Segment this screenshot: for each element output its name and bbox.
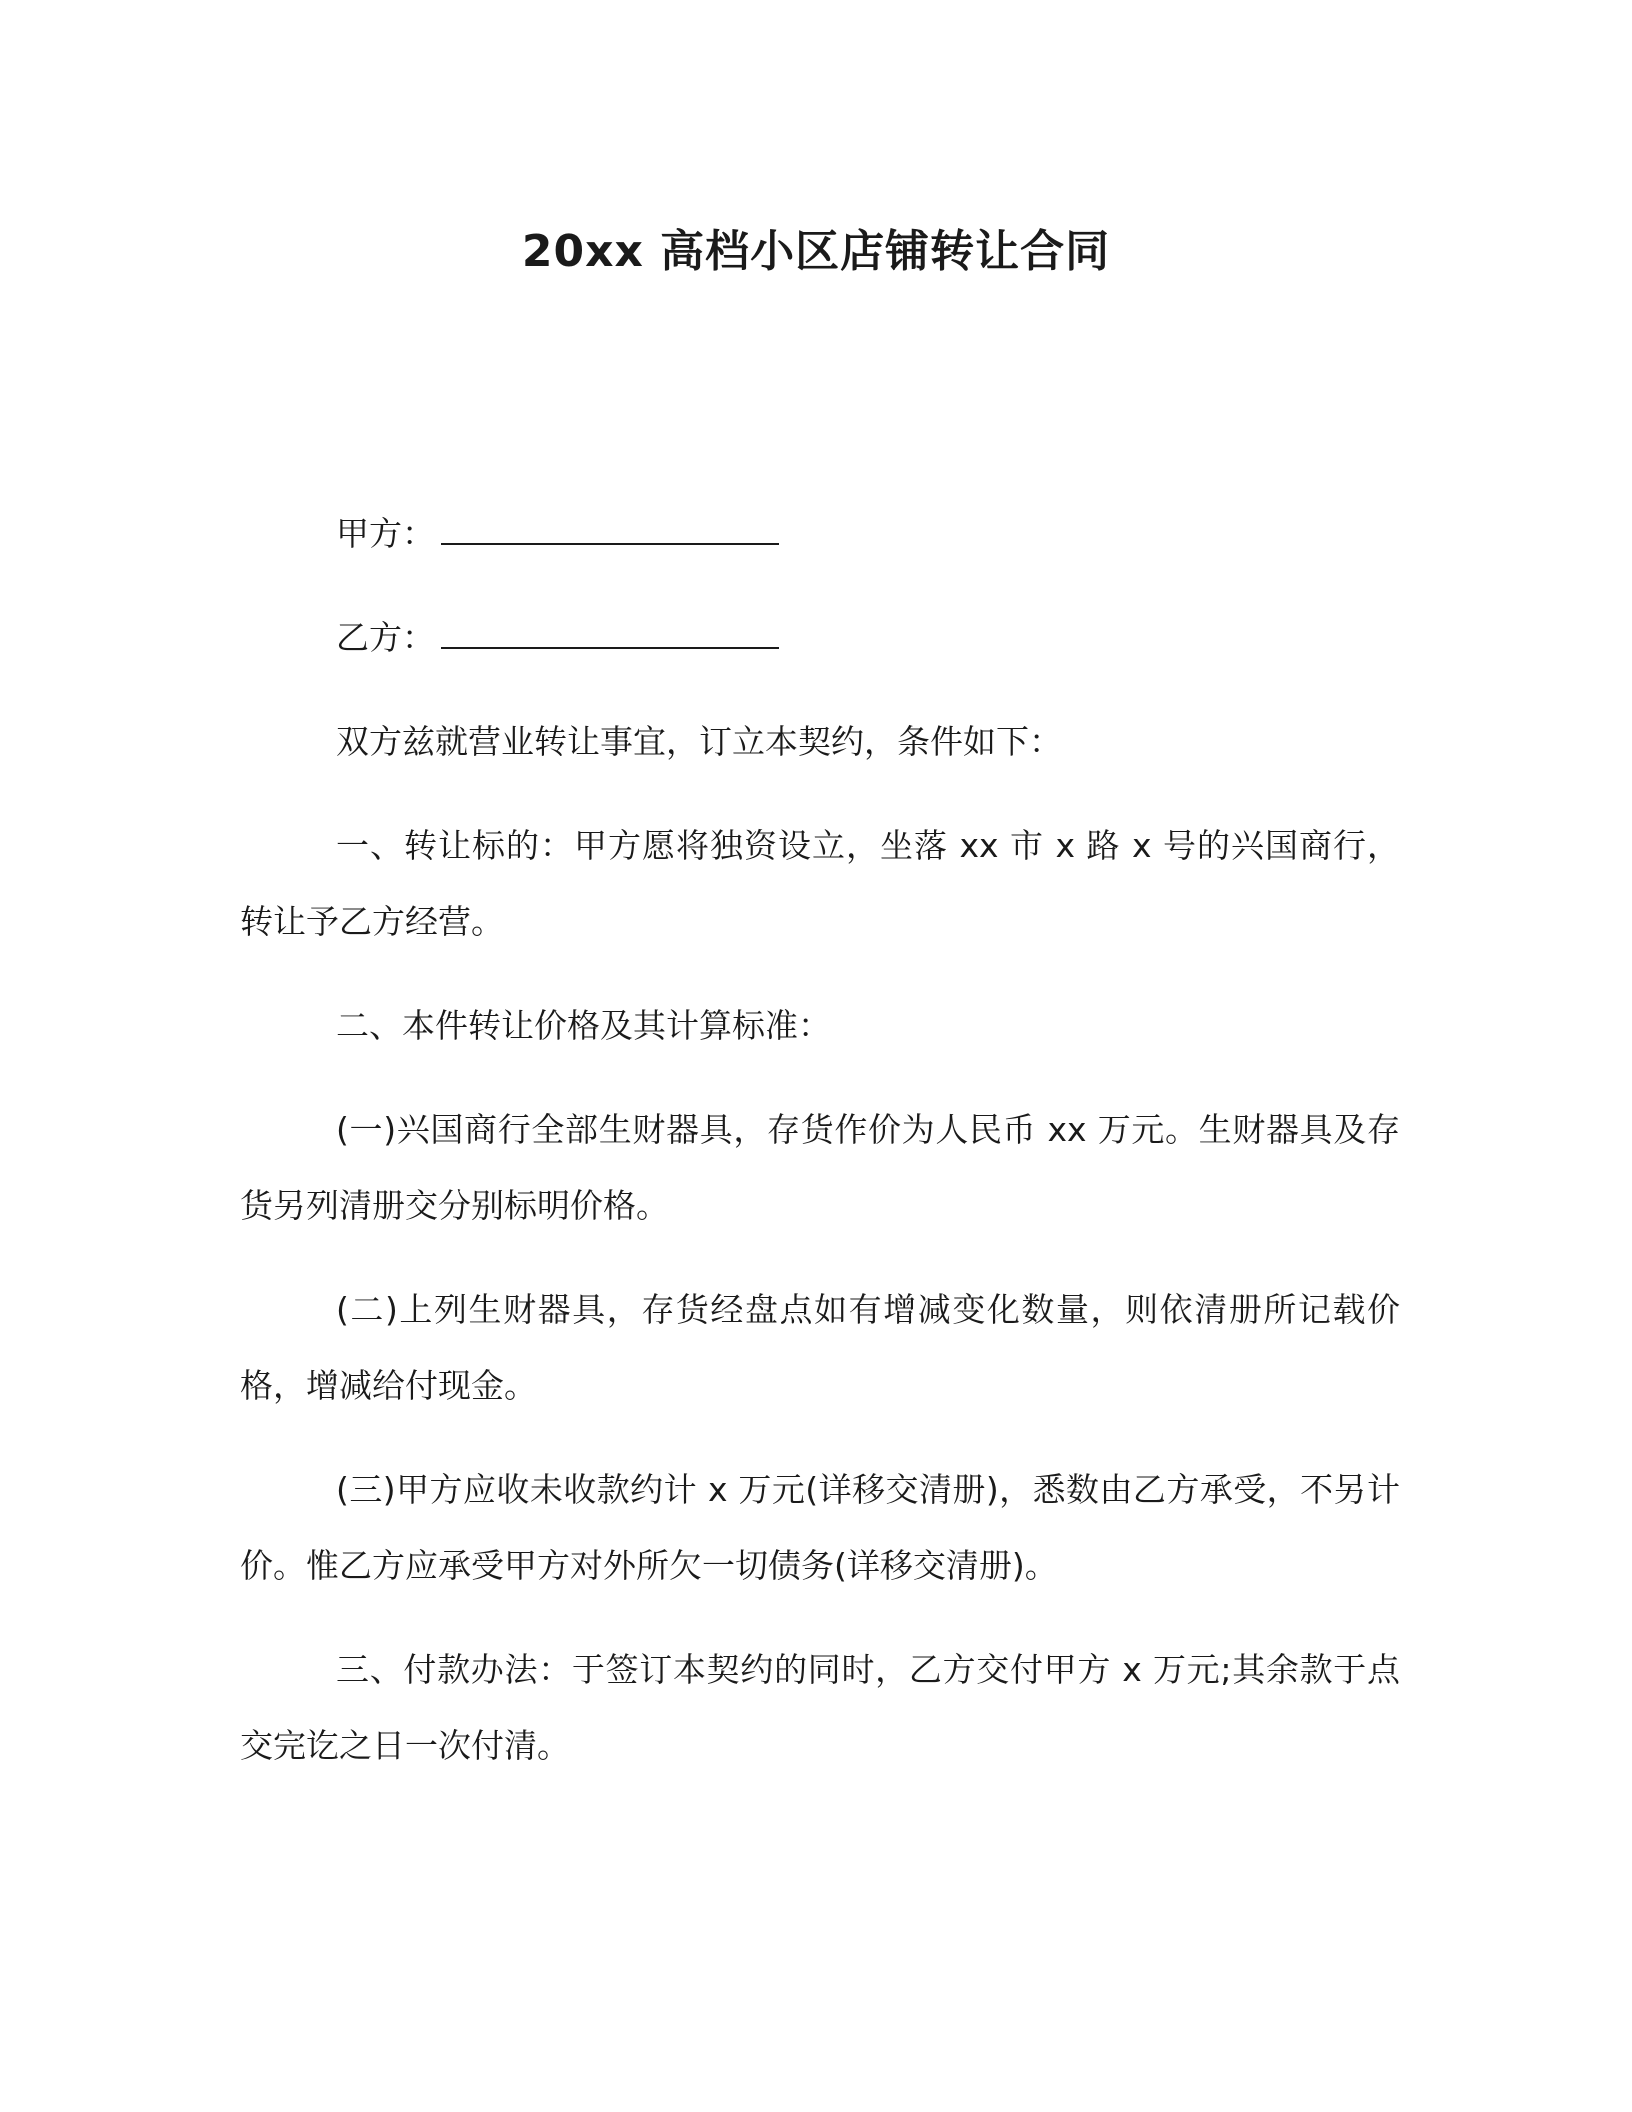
paragraph-price-heading: 二、本件转让价格及其计算标准： [336,1006,831,1045]
party-a-label: 甲方： [336,514,435,553]
party-b-blank [441,613,779,649]
party-a-blank [441,509,779,545]
document-body [240,496,1400,1812]
party-a-line [240,496,1400,572]
party-b-label: 乙方： [336,618,435,657]
paragraph-price-item-2: (二)上列生财器具，存货经盘点如有增减变化数量，则依清册所记载价格，增减给付现金。 [240,1290,1400,1405]
paragraph-transfer-subject: 一、转让标的：甲方愿将独资设立，坐落 xx 市 x 路 x 号的兴国商行，转让予乙方经营。 [240,826,1400,941]
document-title: 20xx 高档小区店铺转让合同 [521,226,1111,277]
paragraph-price-item-1: (一)兴国商行全部生财器具，存货作价为人民币 xx 万元。生财器具及存货另列清册交分别标明价格。 [240,1110,1400,1225]
paragraph-price-item-3: (三)甲方应收未收款约计 x 万元(详移交清册)，悉数由乙方承受，不另计价。惟乙方应承受甲方对外所欠一切债务(详移交清册)。 [240,1470,1400,1585]
paragraph-intro: 双方兹就营业转让事宜，订立本契约，条件如下： [336,722,1062,761]
paragraph-payment: 三、付款办法：于签订本契约的同时，乙方交付甲方 x 万元;其余款于点交完讫之日一次付清。 [240,1650,1400,1765]
party-b-line [240,600,1400,676]
